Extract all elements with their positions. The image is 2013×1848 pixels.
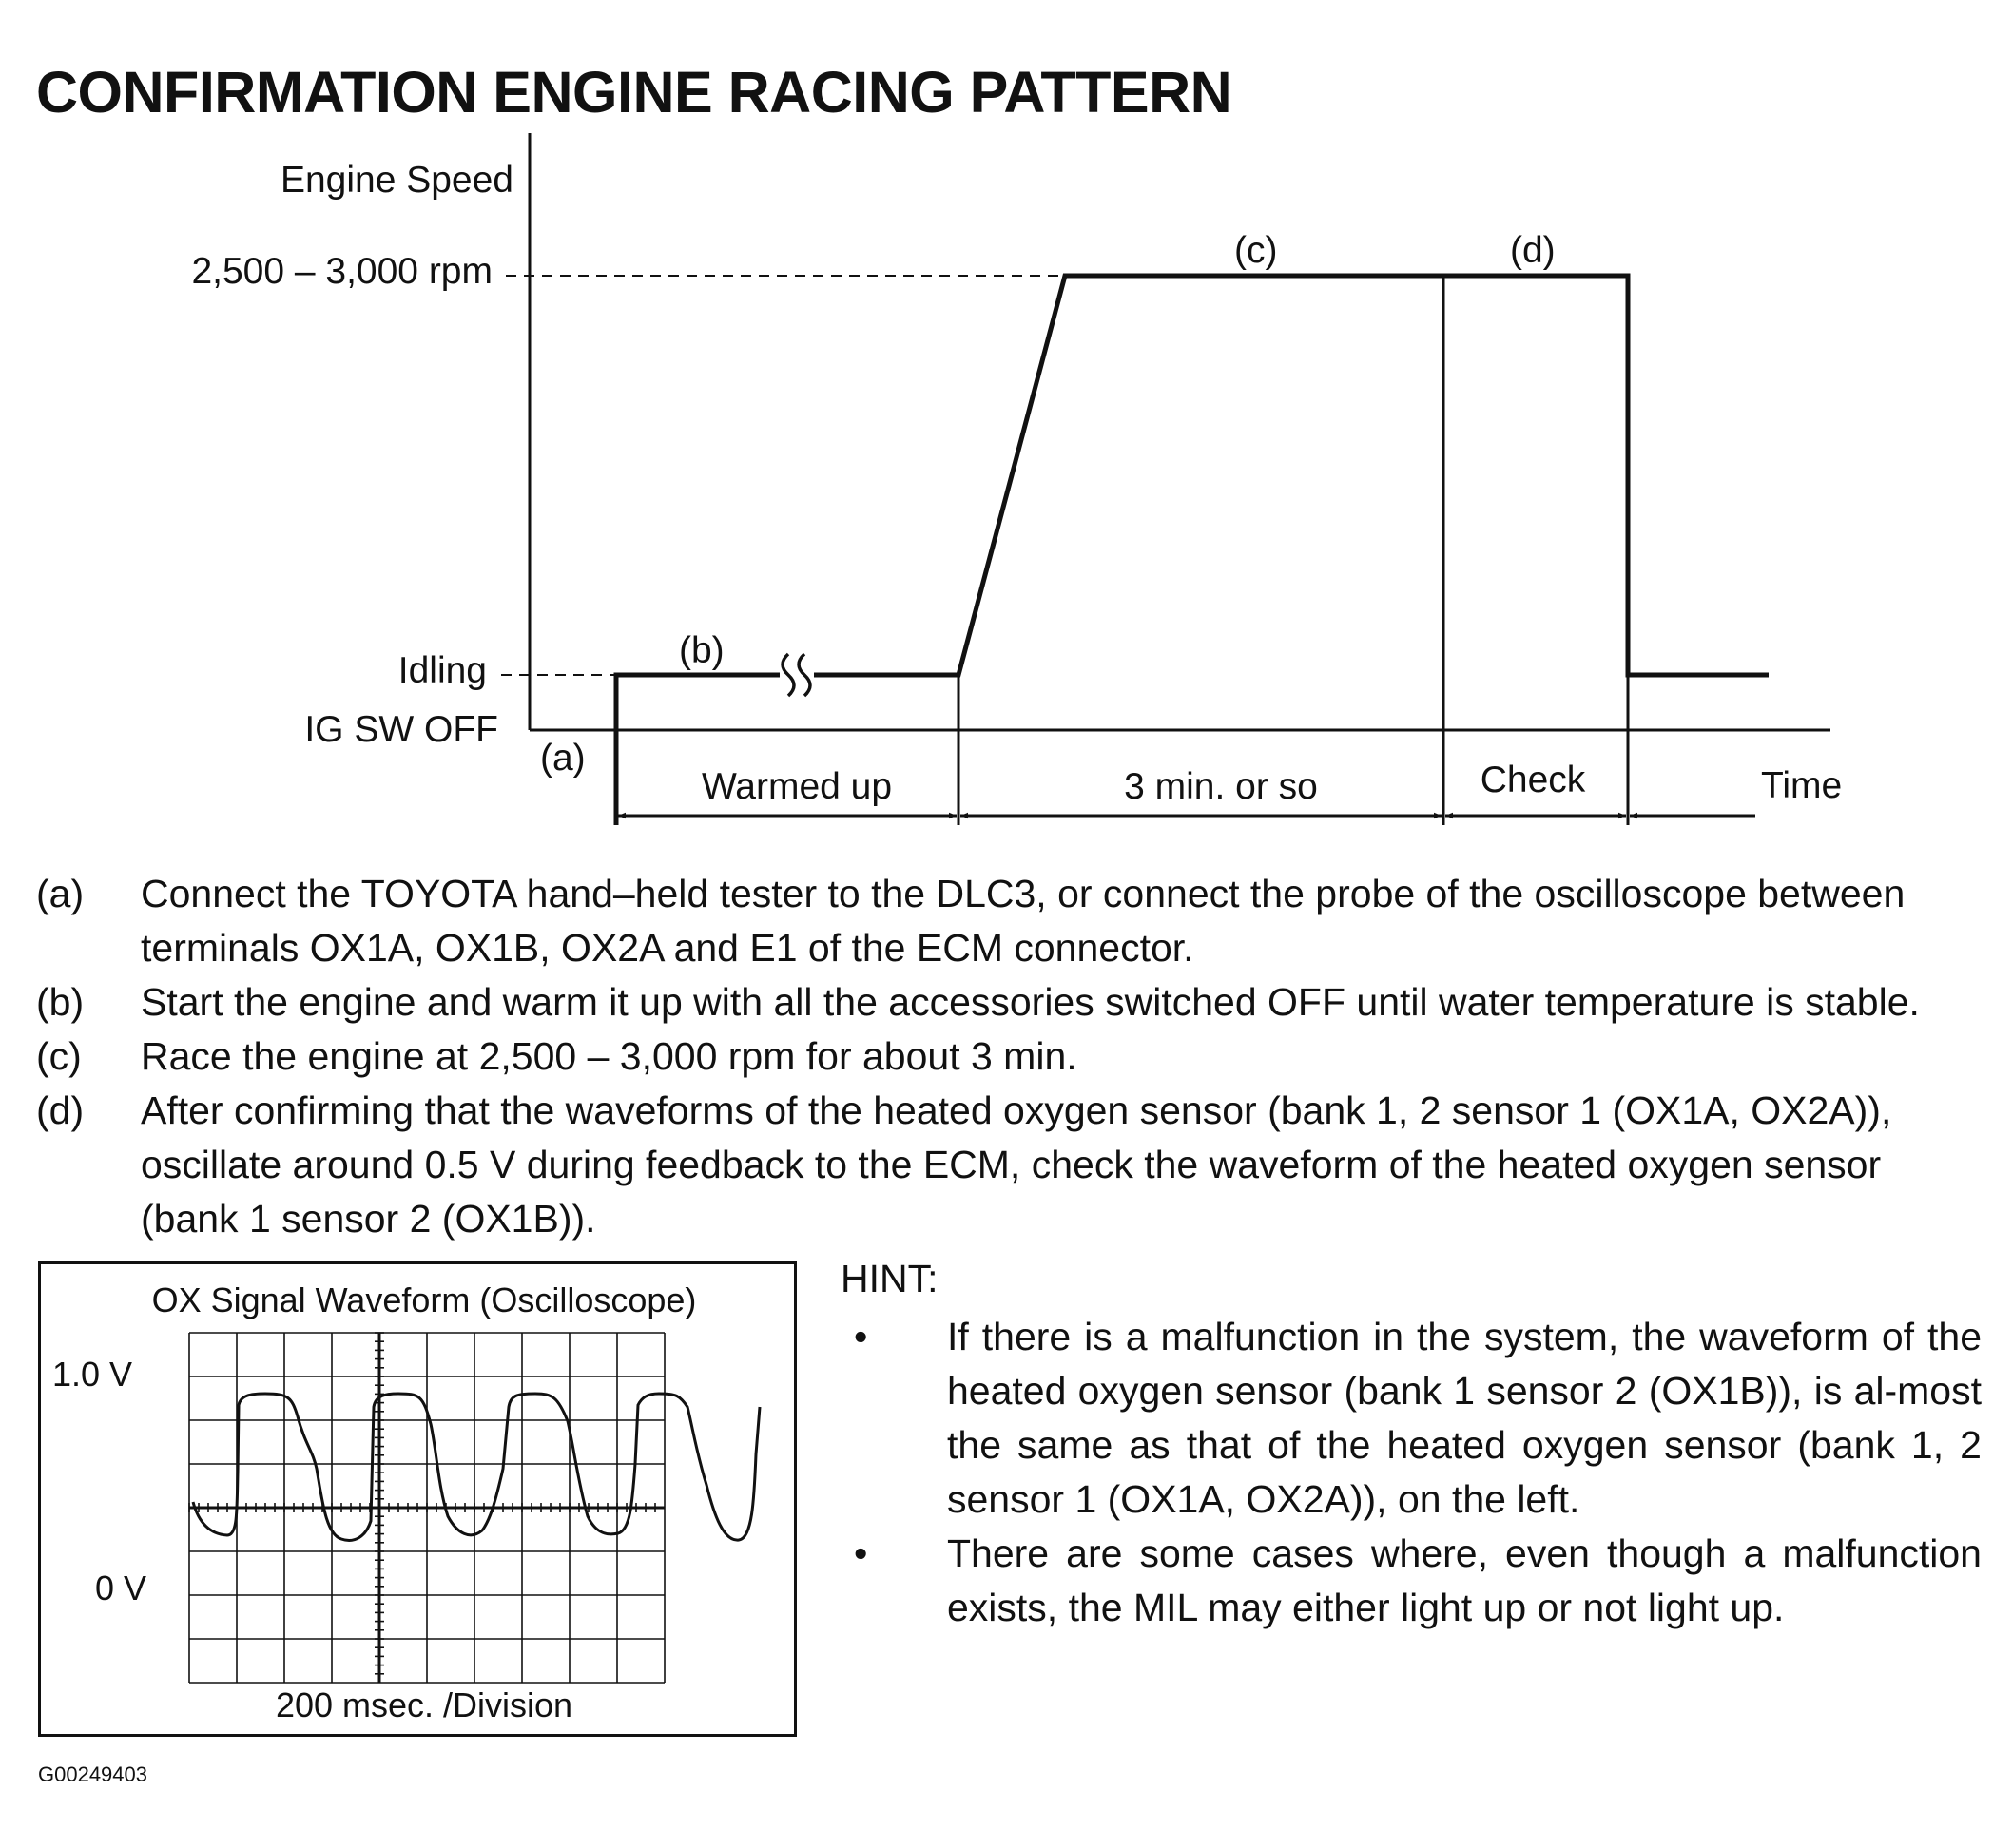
phase-marker-a: (a) xyxy=(540,738,586,779)
step-item xyxy=(36,867,1985,975)
oscilloscope-figure xyxy=(41,1264,794,1734)
engine-racing-pattern-diagram xyxy=(0,0,2013,856)
scope-title: OX Signal Waveform (Oscilloscope) xyxy=(151,1280,697,1319)
scope-lower-label: 0 V xyxy=(95,1569,147,1607)
step-letter: (a) xyxy=(36,872,85,915)
step-text: Start the engine and warm it up with all the accessories switched OFF until water temperature is stable. xyxy=(141,980,1920,1024)
step-letter: (c) xyxy=(36,1034,82,1078)
scope-upper-label: 1.0 V xyxy=(52,1355,133,1394)
segment-three-min: 3 min. or so xyxy=(1124,766,1318,807)
scope-grid xyxy=(189,1333,665,1683)
step-text: After confirming that the waveforms of the heated oxygen sensor (bank 1, 2 sensor 1 (OX1A, OX2A)), oscillate around 0.5 V during feedback to the ECM, check the waveform of the heated oxygen sensor (bank 1 sensor 2 (OX1B)). xyxy=(141,1088,1892,1241)
rpm-level-label: 2,500 – 3,000 rpm xyxy=(191,251,493,292)
segment-check: Check xyxy=(1480,760,1586,800)
hint-item xyxy=(841,1310,1982,1527)
step-item xyxy=(36,1030,1985,1084)
phase-marker-b: (b) xyxy=(679,630,725,671)
scope-waveform xyxy=(193,1394,760,1540)
idle-level-label: Idling xyxy=(397,650,487,691)
break-mark xyxy=(783,654,810,696)
hint-text: There are some cases where, even though a malfunction exists, the MIL may either light up or not light up. xyxy=(947,1531,1982,1629)
engine-speed-trace-main xyxy=(814,276,1769,675)
page-title: CONFIRMATION ENGINE RACING PATTERN xyxy=(36,60,1232,125)
phase-marker-d: (d) xyxy=(1510,230,1556,271)
hint-text: If there is a malfunction in the system, the waveform of the heated oxygen sensor (bank 1 sensor 2 (OX1B)), is al-most the same as that of the heated oxygen sensor (bank 1, 2 sensor 1 (OX1A, OX2A)), on the left. xyxy=(947,1315,1982,1521)
bullet-icon: • xyxy=(854,1315,868,1358)
y-axis-label: Engine Speed xyxy=(280,160,513,201)
scope-timebase-label: 200 msec. /Division xyxy=(275,1685,573,1724)
hint-item xyxy=(841,1527,1982,1635)
step-letter: (d) xyxy=(36,1088,85,1132)
bullet-icon: • xyxy=(854,1531,868,1575)
hint-label: HINT: xyxy=(841,1257,939,1300)
step-letter: (b) xyxy=(36,980,85,1024)
procedure-steps xyxy=(36,867,1985,1246)
off-level-label: IG SW OFF xyxy=(304,709,498,750)
step-text: Connect the TOYOTA hand–held tester to the DLC3, or connect the probe of the oscilloscope between terminals OX1A, OX1B, OX2A and E1 of the ECM connector. xyxy=(141,872,1906,970)
step-item xyxy=(36,975,1985,1030)
step-text: Race the engine at 2,500 – 3,000 rpm for about 3 min. xyxy=(141,1034,1077,1078)
phase-marker-c: (c) xyxy=(1234,230,1278,271)
step-item xyxy=(36,1084,1985,1246)
hint-list xyxy=(841,1310,1982,1635)
figure-code: G00249403 xyxy=(38,1762,147,1786)
x-axis-label: Time xyxy=(1761,765,1843,806)
oscilloscope-panel xyxy=(38,1261,797,1737)
segment-warmed-up: Warmed up xyxy=(701,766,893,807)
